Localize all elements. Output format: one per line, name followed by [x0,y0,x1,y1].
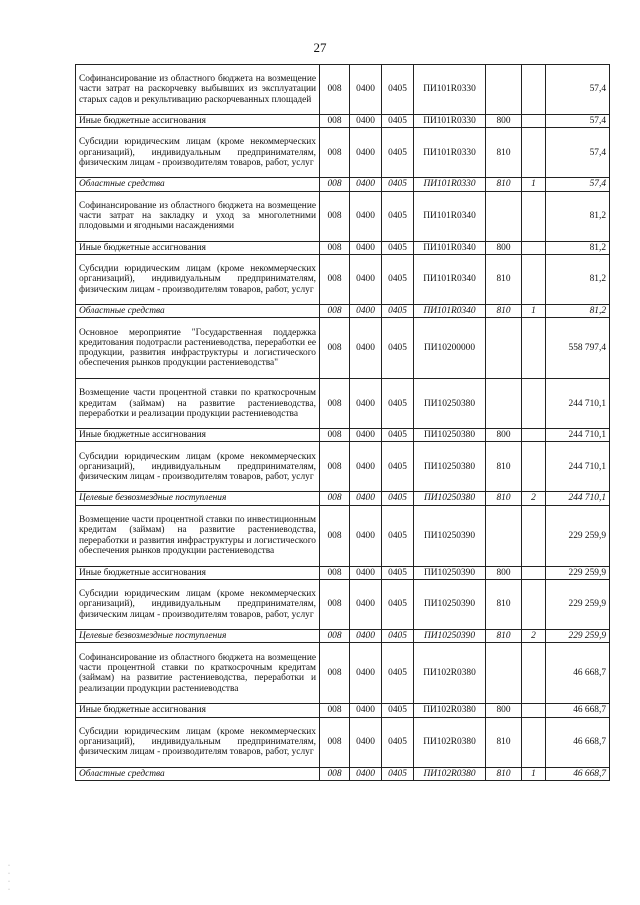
code-section: 0400 [350,304,382,317]
row-name: Целевые безвозмездные поступления [76,630,320,643]
code-target-article: ПИ10250390 [414,630,486,643]
code-expense-type [486,65,522,115]
row-amount: 81,2 [546,241,610,254]
code-target-article: ПИ10200000 [414,318,486,379]
code-section: 0400 [350,643,382,704]
code-section: 0400 [350,191,382,241]
code-source [522,379,546,429]
code-subsection: 0405 [382,254,414,304]
code-source [522,566,546,579]
row-name: Иные бюджетные ассигнования [76,241,320,254]
code-expense-type: 810 [486,717,522,767]
row-name: Возмещение части процентной ставки по краткосрочным кредитам (займам) на развитие растениеводства, переработки и реализации продукции растениеводства [76,379,320,429]
code-ministry: 008 [320,379,350,429]
code-target-article: ПИ10250390 [414,505,486,566]
code-source [522,704,546,717]
code-target-article: ПИ101R0340 [414,304,486,317]
code-source: 1 [522,767,546,780]
code-source: 2 [522,630,546,643]
code-source [522,505,546,566]
code-subsection: 0405 [382,717,414,767]
code-section: 0400 [350,178,382,191]
row-amount: 244 710,1 [546,492,610,505]
code-ministry: 008 [320,429,350,442]
code-subsection: 0405 [382,429,414,442]
row-amount: 558 797,4 [546,318,610,379]
code-expense-type: 810 [486,178,522,191]
code-section: 0400 [350,492,382,505]
row-name: Субсидии юридическим лицам (кроме некоммерческих организаций), индивидуальным предпринимателям, физическим лицам - производителям товаров, работ, услуг [76,442,320,492]
code-expense-type: 810 [486,492,522,505]
code-expense-type: 800 [486,115,522,128]
row-amount: 81,2 [546,191,610,241]
row-name: Иные бюджетные ассигнования [76,566,320,579]
table-row [76,318,610,379]
code-subsection: 0405 [382,566,414,579]
code-section: 0400 [350,704,382,717]
code-subsection: 0405 [382,379,414,429]
code-source [522,128,546,178]
code-target-article: ПИ10250390 [414,566,486,579]
row-amount: 244 710,1 [546,429,610,442]
row-amount: 229 259,9 [546,566,610,579]
row-name: Иные бюджетные ассигнования [76,115,320,128]
code-ministry: 008 [320,178,350,191]
code-ministry: 008 [320,128,350,178]
table-row [76,128,610,178]
code-ministry: 008 [320,630,350,643]
code-ministry: 008 [320,505,350,566]
code-subsection: 0405 [382,643,414,704]
code-subsection: 0405 [382,304,414,317]
table-row [76,65,610,115]
table-row [76,429,610,442]
row-amount: 57,4 [546,178,610,191]
code-expense-type: 800 [486,429,522,442]
code-expense-type: 800 [486,566,522,579]
code-source [522,442,546,492]
code-ministry: 008 [320,442,350,492]
code-target-article: ПИ101R0330 [414,65,486,115]
code-section: 0400 [350,318,382,379]
code-section: 0400 [350,505,382,566]
code-target-article: ПИ101R0330 [414,178,486,191]
code-source [522,580,546,630]
code-subsection: 0405 [382,241,414,254]
table-row-source [76,492,610,505]
code-ministry: 008 [320,492,350,505]
row-name: Субсидии юридическим лицам (кроме некоммерческих организаций), индивидуальным предпринимателям, физическим лицам - производителям товаров, работ, услуг [76,580,320,630]
code-target-article: ПИ102R0380 [414,767,486,780]
code-section: 0400 [350,254,382,304]
code-target-article: ПИ10250380 [414,379,486,429]
code-ministry: 008 [320,704,350,717]
row-amount: 244 710,1 [546,379,610,429]
code-source [522,241,546,254]
code-target-article: ПИ10250390 [414,580,486,630]
table-row [76,115,610,128]
code-subsection: 0405 [382,128,414,178]
code-section: 0400 [350,115,382,128]
row-amount: 46 668,7 [546,717,610,767]
code-source [522,191,546,241]
table-row [76,566,610,579]
code-source: 1 [522,304,546,317]
row-amount: 57,4 [546,128,610,178]
code-source [522,717,546,767]
code-subsection: 0405 [382,191,414,241]
code-section: 0400 [350,442,382,492]
code-target-article: ПИ101R0340 [414,191,486,241]
table-row [76,379,610,429]
code-expense-type: 800 [486,241,522,254]
table-row [76,643,610,704]
code-source [522,254,546,304]
table-row [76,580,610,630]
code-ministry: 008 [320,191,350,241]
code-subsection: 0405 [382,178,414,191]
code-source [522,115,546,128]
code-section: 0400 [350,241,382,254]
code-target-article: ПИ10250380 [414,442,486,492]
code-ministry: 008 [320,566,350,579]
code-subsection: 0405 [382,442,414,492]
row-name: Иные бюджетные ассигнования [76,429,320,442]
table-row [76,241,610,254]
code-expense-type [486,505,522,566]
table-row [76,505,610,566]
row-name: Иные бюджетные ассигнования [76,704,320,717]
code-expense-type: 810 [486,442,522,492]
row-name: Областные средства [76,767,320,780]
table-row-source [76,630,610,643]
row-amount: 229 259,9 [546,630,610,643]
page-number: 27 [313,40,327,55]
code-subsection: 0405 [382,704,414,717]
code-section: 0400 [350,717,382,767]
row-name: Основное мероприятие "Государственная поддержка кредитования подотрасли растениеводства, переработки ее продукции, развития инфраструктуры и логистического обеспечения рынков продукции растениеводства" [76,318,320,379]
code-subsection: 0405 [382,318,414,379]
code-subsection: 0405 [382,115,414,128]
table-row [76,254,610,304]
code-section: 0400 [350,630,382,643]
row-name: Софинансирование из областного бюджета на возмещение части затрат на закладку и уход за многолетними плодовыми и ягодными насаждениями [76,191,320,241]
code-ministry: 008 [320,318,350,379]
code-expense-type: 810 [486,254,522,304]
code-ministry: 008 [320,304,350,317]
row-amount: 244 710,1 [546,442,610,492]
code-expense-type [486,191,522,241]
code-section: 0400 [350,429,382,442]
code-ministry: 008 [320,767,350,780]
row-name: Субсидии юридическим лицам (кроме некоммерческих организаций), индивидуальным предпринимателям, физическим лицам - производителям товаров, работ, услуг [76,717,320,767]
code-expense-type: 810 [486,128,522,178]
code-target-article: ПИ102R0380 [414,717,486,767]
budget-table [75,64,610,781]
code-ministry: 008 [320,717,350,767]
row-name: Областные средства [76,178,320,191]
code-ministry: 008 [320,241,350,254]
code-target-article: ПИ101R0330 [414,128,486,178]
row-name: Субсидии юридическим лицам (кроме некоммерческих организаций), индивидуальным предпринимателям, физическим лицам - производителям товаров, работ, услуг [76,254,320,304]
code-expense-type [486,643,522,704]
code-source [522,65,546,115]
row-amount: 229 259,9 [546,580,610,630]
code-expense-type: 810 [486,304,522,317]
code-expense-type: 800 [486,704,522,717]
code-subsection: 0405 [382,630,414,643]
code-ministry: 008 [320,580,350,630]
row-amount: 81,2 [546,254,610,304]
code-target-article: ПИ102R0380 [414,643,486,704]
code-section: 0400 [350,65,382,115]
code-source: 2 [522,492,546,505]
code-subsection: 0405 [382,65,414,115]
table-row [76,442,610,492]
row-name: Софинансирование из областного бюджета на возмещение части процентной ставки по краткосрочным кредитам (займам) на развитие растениеводства, переработки и реализации продукции растениеводства [76,643,320,704]
code-expense-type: 810 [486,767,522,780]
margin-marks: · · · · [8,863,10,893]
code-target-article: ПИ101R0340 [414,254,486,304]
code-subsection: 0405 [382,505,414,566]
row-amount: 229 259,9 [546,505,610,566]
code-target-article: ПИ102R0380 [414,704,486,717]
code-section: 0400 [350,128,382,178]
code-expense-type: 810 [486,630,522,643]
code-section: 0400 [350,566,382,579]
code-subsection: 0405 [382,580,414,630]
table-row [76,717,610,767]
code-expense-type [486,318,522,379]
code-section: 0400 [350,580,382,630]
code-expense-type [486,379,522,429]
table-row-source [76,767,610,780]
code-source [522,318,546,379]
table-row-source [76,178,610,191]
code-target-article: ПИ101R0330 [414,115,486,128]
code-ministry: 008 [320,643,350,704]
code-ministry: 008 [320,65,350,115]
code-section: 0400 [350,767,382,780]
table-row-source [76,304,610,317]
code-source: 1 [522,178,546,191]
row-name: Возмещение части процентной ставки по инвестиционным кредитам (займам) на развитие растениеводства, переработки и развития инфраструктуры и логистического обеспечения рынков продукции растениеводства [76,505,320,566]
table-row [76,191,610,241]
row-name: Целевые безвозмездные поступления [76,492,320,505]
code-target-article: ПИ10250380 [414,492,486,505]
row-amount: 46 668,7 [546,704,610,717]
code-ministry: 008 [320,254,350,304]
row-amount: 81,2 [546,304,610,317]
row-amount: 57,4 [546,65,610,115]
row-name: Софинансирование из областного бюджета на возмещение части затрат на раскорчевку выбывших из эксплуатации старых садов и рекультивацию раскорчеванных площадей [76,65,320,115]
code-target-article: ПИ10250380 [414,429,486,442]
code-target-article: ПИ101R0340 [414,241,486,254]
row-amount: 46 668,7 [546,643,610,704]
row-amount: 46 668,7 [546,767,610,780]
code-source [522,429,546,442]
code-expense-type: 810 [486,580,522,630]
row-name: Областные средства [76,304,320,317]
code-ministry: 008 [320,115,350,128]
code-section: 0400 [350,379,382,429]
code-subsection: 0405 [382,492,414,505]
table-row [76,704,610,717]
row-name: Субсидии юридическим лицам (кроме некоммерческих организаций), индивидуальным предпринимателям, физическим лицам - производителям товаров, работ, услуг [76,128,320,178]
code-subsection: 0405 [382,767,414,780]
row-amount: 57,4 [546,115,610,128]
code-source [522,643,546,704]
